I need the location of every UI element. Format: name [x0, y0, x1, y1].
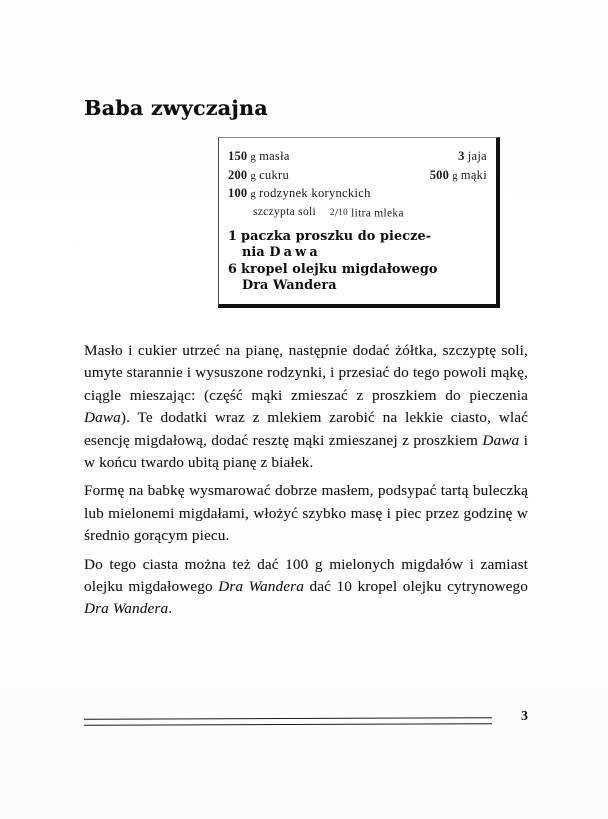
baking-powder-text: paczka proszku do piecze-	[241, 228, 432, 244]
page-title: Baba zwyczajna	[84, 95, 268, 120]
paragraph-3-text-a: Do tego ciasta można też dać 100 g mielonych migdałów i zamiast olejku migdałowego	[84, 555, 528, 596]
ingredient-quantity: 500	[429, 167, 450, 182]
paragraph-3	[84, 554, 528, 621]
ingredient-unit: g	[452, 170, 458, 182]
ingredient-name: mąki	[460, 167, 487, 182]
brand-dra-wandera-italic: Dra Wandera	[218, 578, 304, 596]
ingredient-quantity: 100	[228, 186, 248, 200]
almond-oil-text: kropel olejku migdałowego	[241, 261, 438, 277]
paragraph-1-text-a: Masło i cukier utrzeć na pianę, następnie dodać żółtka, szczyptę soli, umyte starannie i wysuszone rodzynki, i przesiać do tego powoli mąkę, ciągle mieszając: (część mąki zmieszać z proszkiem do pieczenia	[84, 342, 528, 404]
ingredients-emphasis-block	[228, 229, 487, 295]
almond-oil-line	[228, 262, 487, 279]
brand-dra-wandera-italic: Dra Wandera	[84, 600, 169, 618]
recipe-body	[84, 340, 528, 625]
paragraph-2: Formę na babkę wysmarować dobrze masłem, podsypać tartą buleczką lub mielonemi migdałami, włożyć szybko masę i piec przez godzinę w średnio gorącym piecu.	[84, 482, 528, 545]
almond-oil-brand-line	[228, 278, 487, 295]
ingredient-quantity: 3	[458, 149, 465, 163]
baking-powder-text-cont: nia	[242, 245, 265, 261]
ingredient-row-salt-milk	[228, 204, 487, 223]
brand-dra-wandera: Dra Wandera	[242, 278, 337, 294]
ingredients-list	[228, 148, 487, 295]
ingredient-name: masła	[259, 149, 290, 163]
ingredient-name: jaja	[467, 149, 487, 163]
milk-amount: 2/10 litra mleka	[329, 206, 404, 220]
paragraph-1-text-b: ). Te dodatki wraz z mlekiem zarobić na lekkie ciasto, wlać esencję migdałową, dodać resztę mąki zmieszanej z proszkiem	[84, 409, 528, 449]
brand-dawa: Dawa	[269, 245, 321, 261]
paragraph-1-text-c: i w końcu twardo ubitą pianę z białek.	[84, 431, 528, 472]
ingredient-unit: g	[250, 189, 256, 200]
fraction-numerator: 2	[329, 206, 335, 217]
ingredient-right	[458, 148, 487, 167]
ingredient-unit: g	[250, 152, 256, 163]
ingredient-name: rodzynek korynckich	[259, 186, 371, 200]
footer-double-rule	[84, 717, 492, 726]
almond-oil-quantity: 6	[228, 261, 238, 277]
ingredient-left	[228, 185, 371, 204]
ingredient-row	[228, 167, 487, 186]
ingredient-unit: g	[250, 170, 256, 182]
baking-powder-line	[228, 229, 487, 246]
brand-dawa-italic: Dawa	[482, 431, 520, 449]
fraction-denominator: 10	[338, 206, 348, 217]
paragraph-1	[84, 340, 528, 474]
page-number: 3	[521, 709, 528, 724]
ingredients-box	[218, 137, 500, 308]
paragraph-3-text-c: .	[168, 600, 173, 618]
page-content	[84, 0, 528, 819]
ingredient-left	[228, 148, 290, 167]
baking-powder-quantity: 1	[228, 228, 238, 244]
ingredient-quantity: 150	[228, 149, 248, 163]
paragraph-3-text-b: dać 10 kropel olejku cytrynowego	[303, 578, 529, 596]
brand-dawa-italic: Dawa	[84, 409, 121, 427]
ingredient-quantity: 200	[228, 167, 248, 182]
baking-powder-brand-line	[228, 245, 487, 262]
ingredient-right	[430, 167, 487, 186]
ingredient-row	[228, 148, 487, 167]
page-footer	[84, 709, 528, 742]
ingredient-left	[228, 167, 289, 186]
milk-label: litra mleka	[351, 207, 404, 220]
salt-amount: szczypta soli	[253, 205, 316, 218]
ingredient-row	[228, 185, 487, 204]
ingredient-name: cukru	[259, 167, 290, 182]
